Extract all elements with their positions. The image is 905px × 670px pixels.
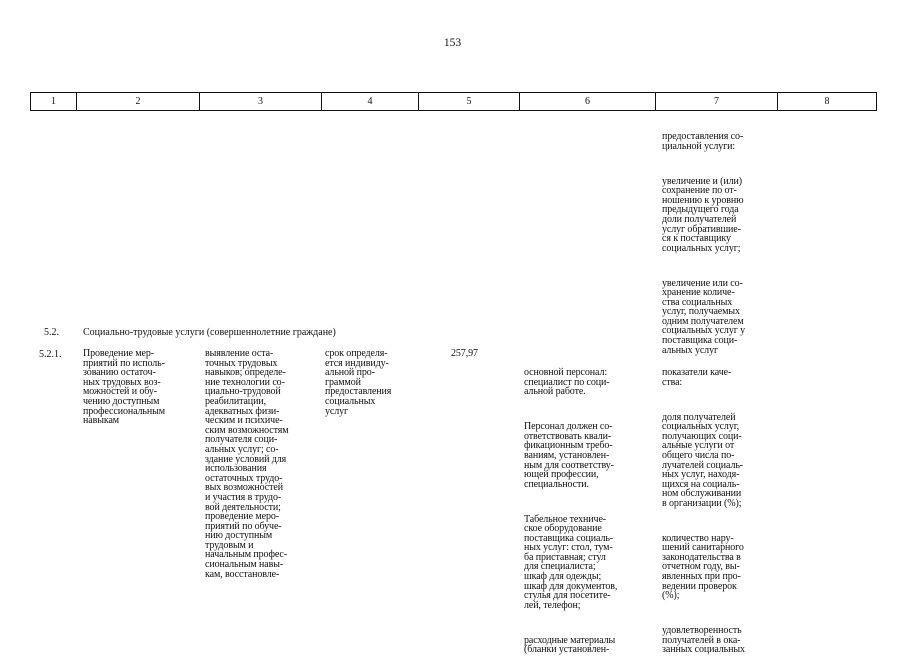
cont-col7-para: увеличение или со- хранение количе- ства социальных услуг, получаемых одним получателем социальных услуг у поставщика соци- альных услуг (662, 277, 746, 356)
conditions-para: основной персонал: специалист по соци- альной работе. (524, 367, 610, 398)
indicators-para: доля получателей социальных услуг, получающих соци- альные услуги от общего числа по- лучателей социаль- ных услуг, находя- щихся на социаль- ном обслуживании в организации (%); (662, 411, 744, 509)
cont-col7-para: предоставления со- циальной услуги: (662, 131, 744, 152)
row-service-cost: 257,97 (451, 348, 478, 359)
row-number: 5.2.1. (39, 349, 62, 360)
continuation-col7 (662, 113, 745, 371)
header-col-6: 6 (520, 93, 656, 111)
indicators-para: количество нару- шений санитарного законодательства в отчетном году, вы- явленных при про- ведении проверок (%); (662, 532, 744, 602)
conditions-para: Табельное техниче- ское оборудование поставщика социаль- ных услуг: стол, тум- ба приставная; стул для специалиста; шкаф для одежды; шкаф для документов, стулья для посетите- лей, телефон; (524, 513, 618, 611)
row-service-description: выявление оста- точных трудовых навыков; определе- ние технологии со- циально-трудовой реабилитации, адекватных физи- ческим и психиче- ским возможностям получателя соци- альных услуг; со- здание условий для использования остаточных трудо- вых возможностей и участия в трудо- вой деятельности; проведение меро- приятий по обуче- нию доступным трудовым и начальным профес- сиональным навы- кам, восстановле- (205, 348, 289, 580)
section-title: Социально-трудовые услуги (совершеннолетние граждане) (83, 327, 336, 338)
indicators-para: показатели каче- ства: (662, 367, 732, 388)
conditions-para: расходные материалы (бланки установлен- (524, 634, 616, 656)
row-service-term: срок определя- ется индивиду- альной про- граммой предоставления социальных услуг (325, 348, 392, 417)
row-service-conditions (524, 349, 617, 670)
header-col-5: 5 (419, 93, 520, 111)
page-number: 153 (443, 37, 462, 49)
row-service-name: Проведение мер- приятий по исполь- зованию остаточ- ных трудовых воз- можностей и обу- чению доступным профессиональным навыкам (83, 348, 165, 427)
header-col-4: 4 (322, 93, 419, 111)
header-col-8: 8 (778, 93, 877, 111)
row-quality-indicators (662, 349, 745, 670)
section-number: 5.2. (44, 327, 59, 338)
header-col-7: 7 (656, 93, 778, 111)
header-col-2: 2 (77, 93, 200, 111)
conditions-para: Персонал должен со- ответствовать квали- фикационным требо- ваниям, установлен- ным для соответству- ющей профессии, специальности. (524, 421, 614, 490)
indicators-para: удовлетворенность получателей в ока- занных социальных (662, 625, 745, 656)
table-header (30, 92, 877, 111)
cont-col7-para: увеличение и (или) сохранение по от- ношению к уровню предыдущего года доли получателей услуг обратившие- ся к поставщику социальных услуг; (662, 175, 744, 254)
header-col-3: 3 (200, 93, 322, 111)
header-col-1: 1 (31, 93, 77, 111)
